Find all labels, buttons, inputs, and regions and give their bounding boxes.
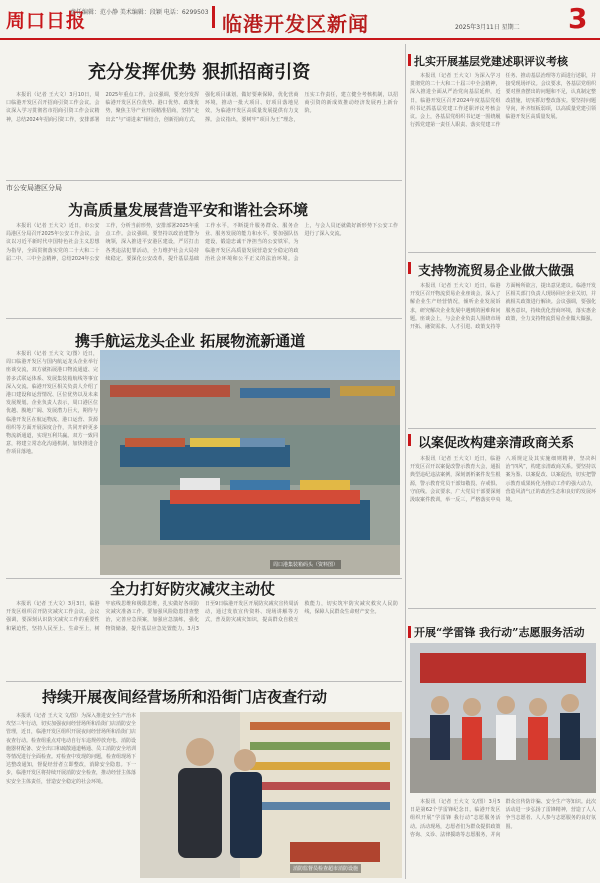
port-photo [100,350,400,575]
divider [408,428,596,429]
article-b1-body [410,72,596,248]
column-divider [405,44,406,879]
headline-a2: 为高质量发展营造平安和谐社会环境 [68,201,309,219]
divider [6,681,402,682]
volunteer-photo [410,643,596,793]
article-a2-text: 本报讯（记者 王大文）近日，市公安局港区分局召开2025年公安工作会议。会议以习近平新时代中国特色社会主义思想为指导，全面贯彻落实党的二十大和二十届二中、三中全会精神，总结2024年公安工作，分析当前形势，安排部署2025年重点工作。会议强调，要坚持以政治建警为统领，深入推进平安港区建设，严厉打击各类违法犯罪活动，全力维护社会大局持续稳定。要深化公安改革，提升基层基础工作水平，不断提升服务群众、服务企业、服务发展的能力和水平。要加强队伍建设，锻造忠诚干净担当的公安铁军，为临港开发区高质量发展营造安全稳定的政治社会环境和公平正义的法治环境。会上，与会人员还就做好新形势下公安工作进行了深入交流。 [6,223,398,262]
article-a3-text: 本报讯（记者 王大文 文/图）近日，周口临港开发区与国内航运龙头企业举行座谈交流，双方就拓展港口物流通道、完善多式联运体系、发展集装箱航线等事宜深入交流。临港开发区相关负责人介绍了港口建设和运营情况、区位优势以及未来发展规划。企业负责人表示，周口港区位优越、腹地广阔、发展潜力巨大，期待与临港开发区在航运物流、港口运营、货源组织等方面开展深度合作，共同开辟更多物流新通道，实现互利共赢。双方一致同意，将建立常态化沟通机制，加快推进合作项目落地。 [6,351,98,456]
article-a4-text: 本报讯（记者 王大文）3月3日，临港开发区组织召开防灾减灾工作会议。会议强调，要深刻认识防灾减灾工作的重要性和紧迫性，坚持人民至上、生命至上，树牢底线思维和极限思维，扎实做好各项防灾减灾准备工作。要加强风险隐患排查整治，完善应急预案，加强应急演练，强化物资储备，提升基层应急处置能力。3月3日至9日临港开发区开展防灾减灾宣传周活动，通过发放宣传资料、现场讲解等方式，普及防灾减灾知识，提高群众自救互救能力，切实筑牢防灾减灾救灾人民防线，保障人民群众生命财产安全。 [6,601,398,632]
masthead [0,0,600,40]
inspection-illustration [140,712,402,878]
divider [6,180,402,181]
article-b4-text: 本报讯（记者 王大文 文/图）3月5日是第62个学雷锋纪念日，临港开发区组织开展“学雷锋 我行动”志愿服务活动。活动现场，志愿者们为群众提供政策咨询、义诊、法律援助等志愿服务，并向群众宣传防诈骗、安全生产等知识。此次活动进一步弘扬了雷锋精神，营造了人人争当志愿者、人人参与志愿服务的良好氛围。 [410,799,596,838]
divider [408,252,596,253]
article-b3-body [410,455,596,605]
divider [6,318,402,319]
photo-caption-a3: 周口港集装箱码头（资料图） [270,560,341,569]
article-a1-body [6,91,398,177]
article-a1-text: 本报讯（记者 王大文）3月10日，周口临港开发区召开招商引资工作会议。会议深入学习贯彻省市招商引资工作会议精神，总结2024年招商引资工作，安排部署2025年重点工作。会议强调，要充分发挥临港开发区区位优势、港口优势、政策优势，聚焦主导产业开展精准招商，坚持“走出去”与“请进来”相结合，创新招商方式，强化项目谋划，做好要素保障，优化营商环境，推动一批大项目、好项目落地见效，为临港开发区高质量发展提供有力支撑。会议指出，要树牢“项目为王”理念，压实工作责任，建立健全考核机制，以招商引资的新成效推动经济发展再上新台阶。 [6,92,398,123]
page-number: 3 [568,2,588,35]
article-a3-body [6,350,98,572]
article-a4-body [6,600,398,678]
title-bar-accent [212,6,215,28]
article-b1-text: 本报讯（记者 王大文）为深入学习贯彻党的二十大和二十届三中全会精神，深入推进全面从严治党向基层延伸，近日，临港开发区召开2024年度基层党组织书记抓基层党建工作述职评议考核会议。会上，各基层党组织书记逐一围绕履行抓党建第一责任人职责、落实党建工作任务、推动基层治理等方面进行述职，并接受现场评议。会议要求，各基层党组织要对照查摆出的问题和不足，认真制定整改措施，切实抓好整改落实。要坚持问题导向，补齐短板弱项，以高质量党建引领临港开发区高质量发展。 [410,73,596,129]
article-b2-body [410,282,596,426]
photo-caption-a5: 消防监督员检查超市消防设施 [290,864,361,873]
headline-a4: 全力打好防灾减灾主动仗 [110,580,276,598]
article-a5-body [6,712,136,878]
headline-b1: 扎实开展基层党建述职评议考核 [414,55,568,68]
section-title: 临港开发区新闻 [222,12,369,36]
port-illustration [100,350,400,575]
headline-b4: 开展“学雷锋 我行动”志愿服务活动 [414,626,585,639]
headline-marker [408,434,411,446]
headline-b2: 支持物流贸易企业做大做强 [418,264,575,279]
divider [408,608,596,609]
article-a5-text: 本报讯（记者 王大文 文/图）为深入推进安全生产治本攻坚三年行动，切实加强夜间经营场所和沿街门店消防安全管理，近日，临港开发区组织开展夜间经营场所和沿街门店夜查行动。检查组重点对电动自行车违规停放充电、消防设施器材配备、安全出口和疏散通道畅通、员工消防安全培训等情况进行全面检查。对检查中发现的问题，检查组现场下达整改通知，督促经营者立即整改，消除安全隐患。下一步，临港开发区将持续开展消防安全检查，推动经营主体落实安全主体责任，营造安全稳定的社会环境。 [6,713,136,785]
headline-marker [408,626,411,638]
article-b2-text: 本报讯（记者 王大文）近日，临港开发区召开物流贸易企业座谈会，深入了解企业生产经营情况，倾听企业发展诉求，研究解决企业发展中遇到的困难和问题。座谈会上，与会企业负责人围绕市场开拓、融资需求、人才引进、政策支持等方面畅所欲言，提出意见建议。临港开发区相关部门负责人现场回应企业关切，并就相关政策进行解读。会议强调，要强化服务意识，持续优化营商环境，落实惠企政策，全力支持物流贸易企业做大做强。 [410,283,596,331]
article-b3-text: 本报讯（记者 王大文）近日，临港开发区召开以案促改警示教育大会，通报典型违纪违法案例，深刻剖析案件发生根源，警示教育党员干部知敬畏、存戒惧、守底线。会议要求，广大党员干部要深刻汲取案件教训，举一反三，严格落实中央八项规定及其实施细则精神，坚决纠治“四风”，构建亲清政商关系。要坚持以案为鉴、以案促改、以案促治，切实把警示教育成果转化为推动工作的强大动力，营造风清气正的政治生态和良好的发展环境。 [410,456,596,504]
headline-marker [408,262,411,274]
newspaper-logo: 周口日报 [6,10,87,32]
inspection-photo [140,712,402,878]
headline-a1: 充分发挥优势 狠抓招商引资 [88,62,311,83]
subhead-a2: 市公安局港区分局 [6,184,62,192]
issue-date: 2025年3月11日 星期二 [455,24,520,31]
headline-a5: 持续开展夜间经营场所和沿街门店夜查行动 [42,688,328,706]
article-a2-body [6,222,398,314]
headline-b3: 以案促改构建亲清政商关系 [418,436,575,451]
headline-marker [408,54,411,66]
masthead-meta: 责任编辑：范小静 美术编辑：段颖 电话：6299503 [70,9,209,16]
headline-a3: 携手航运龙头企业 拓展物流新通道 [75,332,306,350]
article-b4-body [410,798,596,878]
volunteer-illustration [410,643,596,793]
